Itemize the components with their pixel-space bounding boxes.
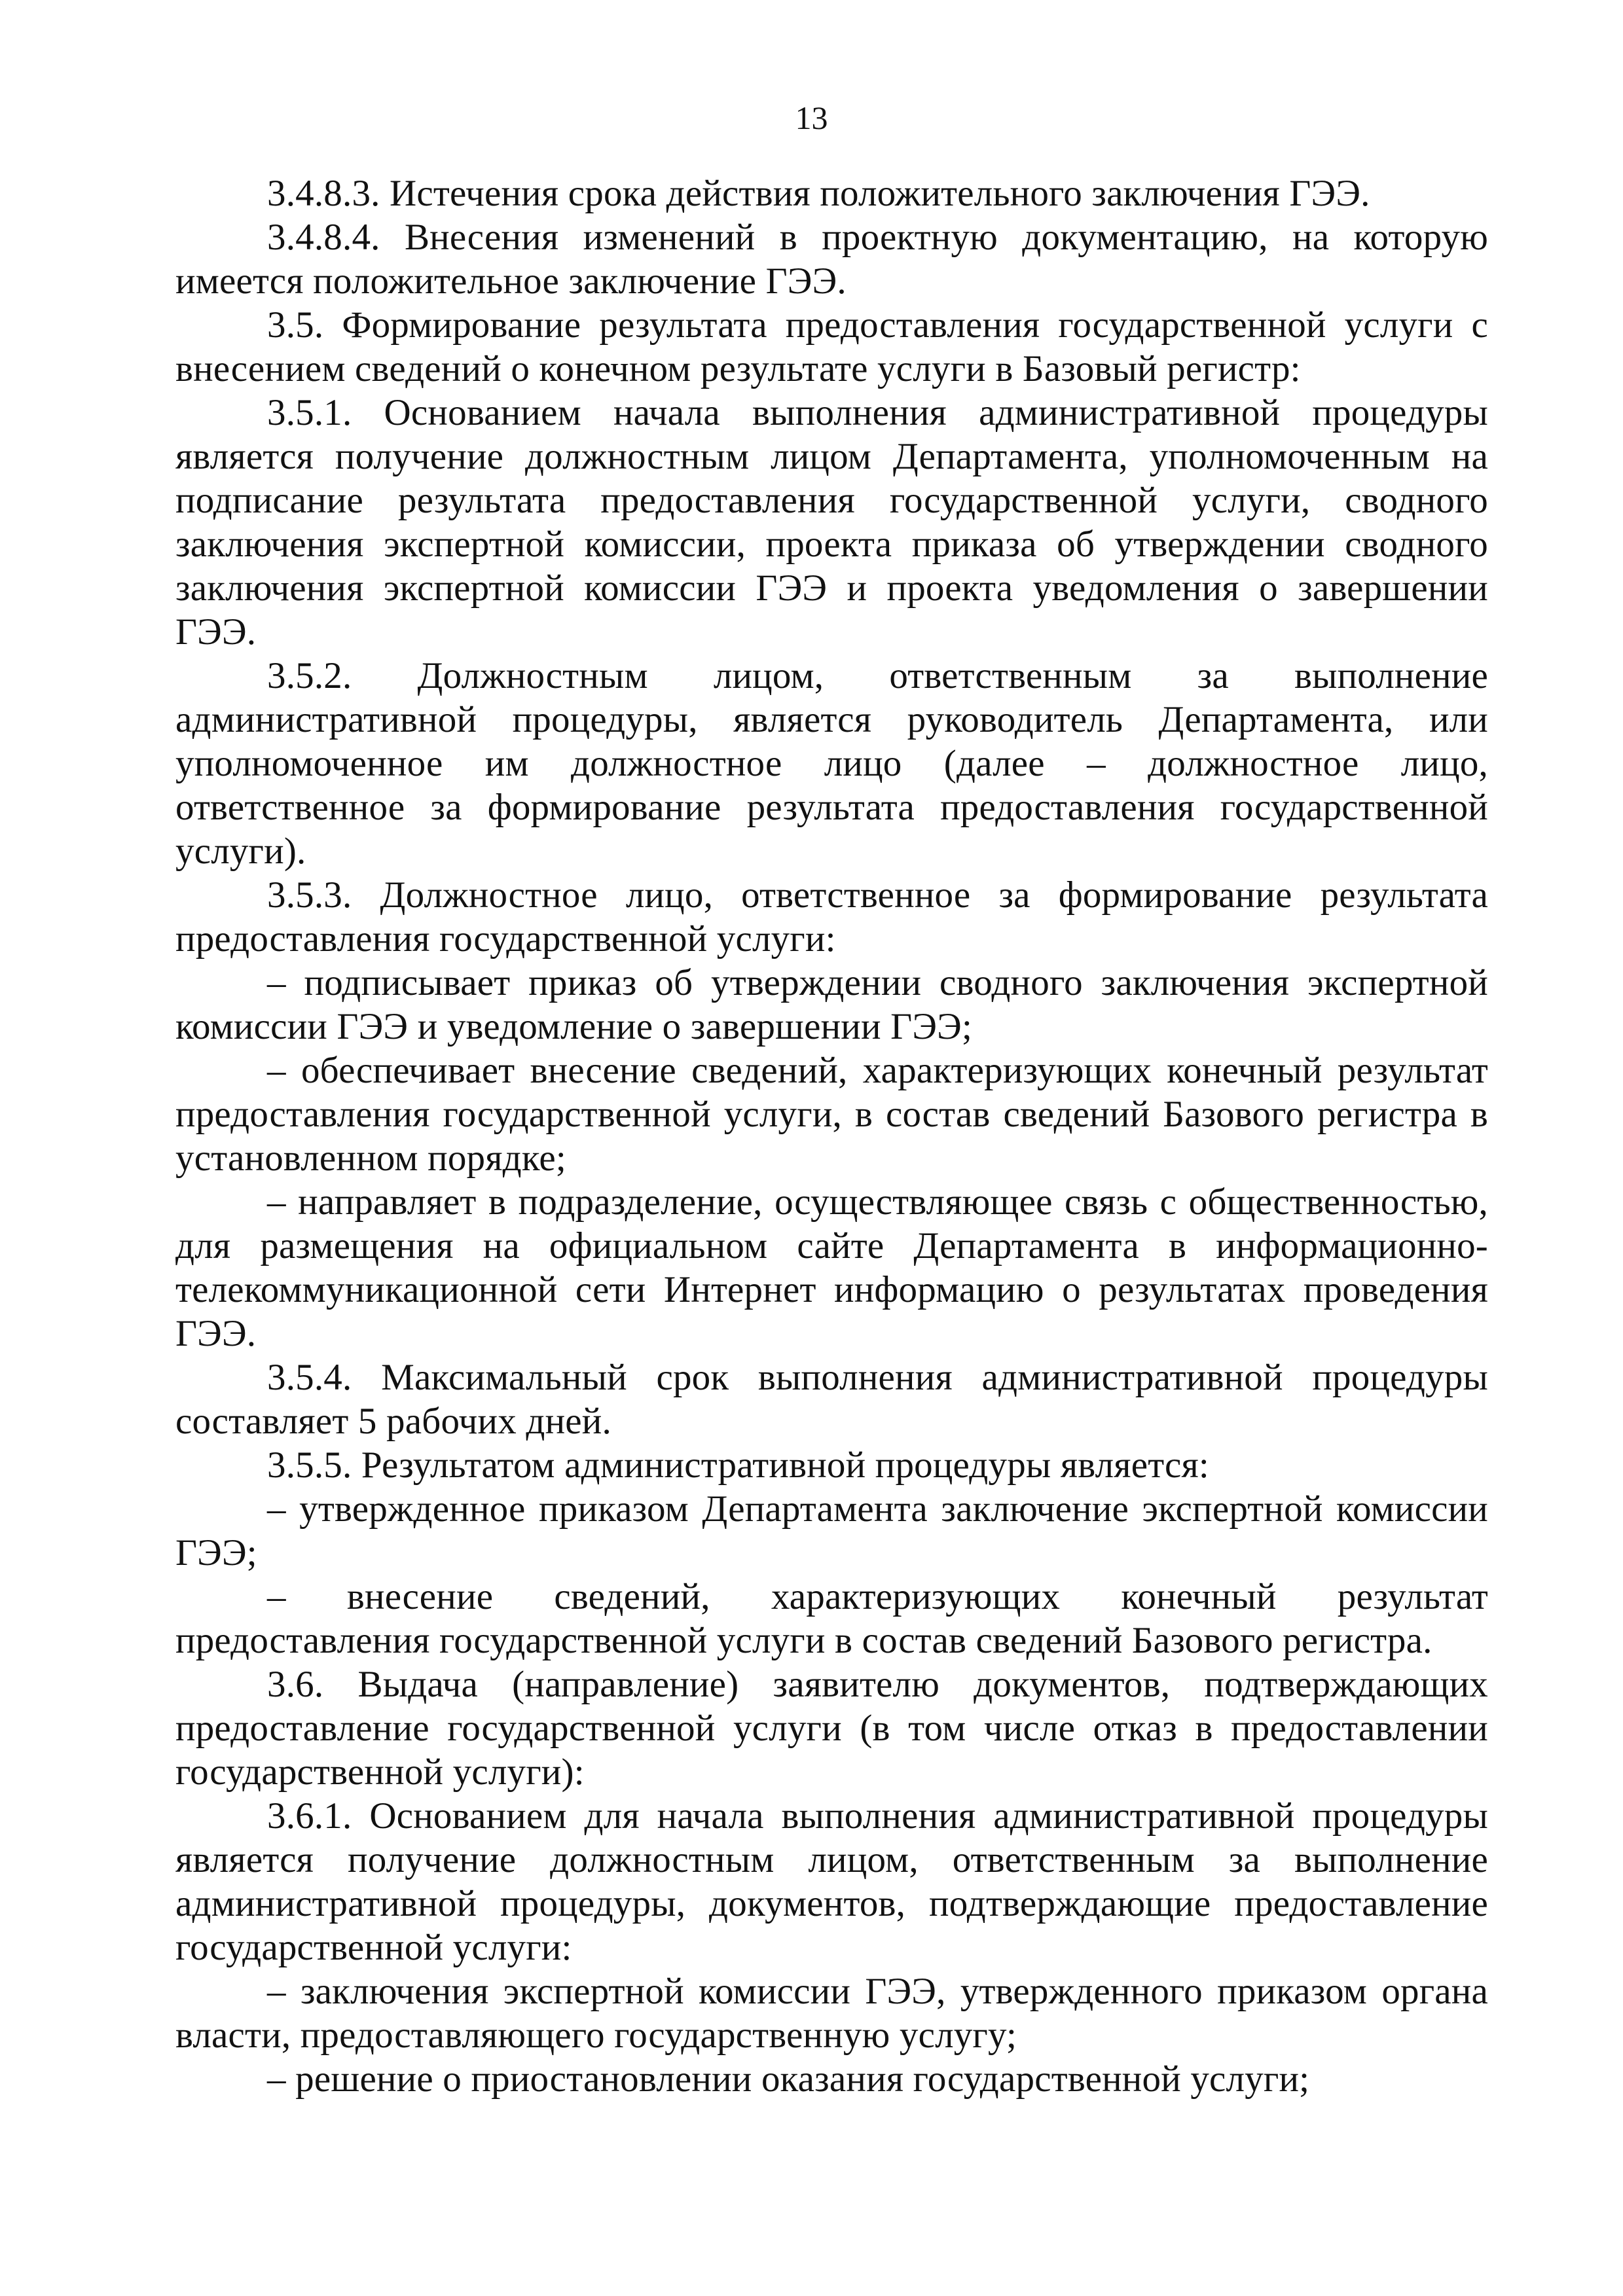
paragraph-3-5-2: 3.5.2. Должностным лицом, ответственным за выполнение административной процедуры, является руководитель Департамента, или уполномоченное им должностное лицо (далее – должностное лицо, ответственное за формирование результата предоставления государственной услуги). (175, 655, 1488, 872)
paragraph-3-5-4: 3.5.4. Максимальный срок выполнения административной процедуры составляет 5 рабочих дней. (175, 1357, 1488, 1442)
paragraph-3-5-1: 3.5.1. Основанием начала выполнения административной процедуры является получение должностным лицом Департамента, уполномоченным на подписание результата предоставления государственной услуги, сводного заключения экспертной комиссии, проекта приказа об утверждении сводного заключения экспертной комиссии ГЭЭ и проекта уведомления о завершении ГЭЭ. (175, 392, 1488, 653)
list-item-register-data: – обеспечивает внесение сведений, характеризующих конечный результат предоставления государственной услуги, в состав сведений Базового регистра в установленном порядке; (175, 1050, 1488, 1179)
list-item-suspension-decision: – решение о приостановлении оказания государственной услуги; (267, 2058, 1310, 2100)
list-item-publish-info: – направляет в подразделение, осуществляющее связь с общественностью, для размещения на официальном сайте Департамента в информационно-телекоммуникационной сети Интернет информацию о результатах проведения ГЭЭ. (175, 1181, 1488, 1354)
paragraph-3-5-5: 3.5.5. Результатом административной процедуры является: (267, 1444, 1209, 1486)
page-number: 13 (795, 99, 828, 136)
list-item-conclusion: – заключения экспертной комиссии ГЭЭ, утвержденного приказом органа власти, предоставляющего государственную услугу; (175, 1971, 1488, 2056)
document-body (175, 171, 1488, 2101)
paragraph-3-6-1: 3.6.1. Основанием для начала выполнения административной процедуры является получение должностным лицом, ответственным за выполнение административной процедуры, документов, подтверждающие предоставление государственной услуги: (175, 1795, 1488, 1968)
list-item-approved-conclusion: – утвержденное приказом Департамента заключение экспертной комиссии ГЭЭ; (175, 1488, 1488, 1573)
list-item-sign-order: – подписывает приказ об утверждении сводного заключения экспертной комиссии ГЭЭ и уведомление о завершении ГЭЭ; (175, 962, 1488, 1047)
paragraph-3-4-8-3: 3.4.8.3. Истечения срока действия положительного заключения ГЭЭ. (267, 173, 1370, 214)
paragraph-3-6: 3.6. Выдача (направление) заявителю документов, подтверждающих предоставление государственной услуги (в том числе отказ в предоставлении государственной услуги): (175, 1664, 1488, 1793)
paragraph-3-5-3: 3.5.3. Должностное лицо, ответственное за формирование результата предоставления государственной услуги: (175, 874, 1488, 960)
list-item-register-result: – внесение сведений, характеризующих конечный результат предоставления государственной услуги в состав сведений Базового регистра. (175, 1576, 1488, 1661)
paragraph-3-4-8-4: 3.4.8.4. Внесения изменений в проектную документацию, на которую имеется положительное заключение ГЭЭ. (175, 217, 1488, 302)
paragraph-3-5: 3.5. Формирование результата предоставления государственной услуги с внесением сведений о конечном результате услуги в Базовый регистр: (175, 304, 1488, 389)
